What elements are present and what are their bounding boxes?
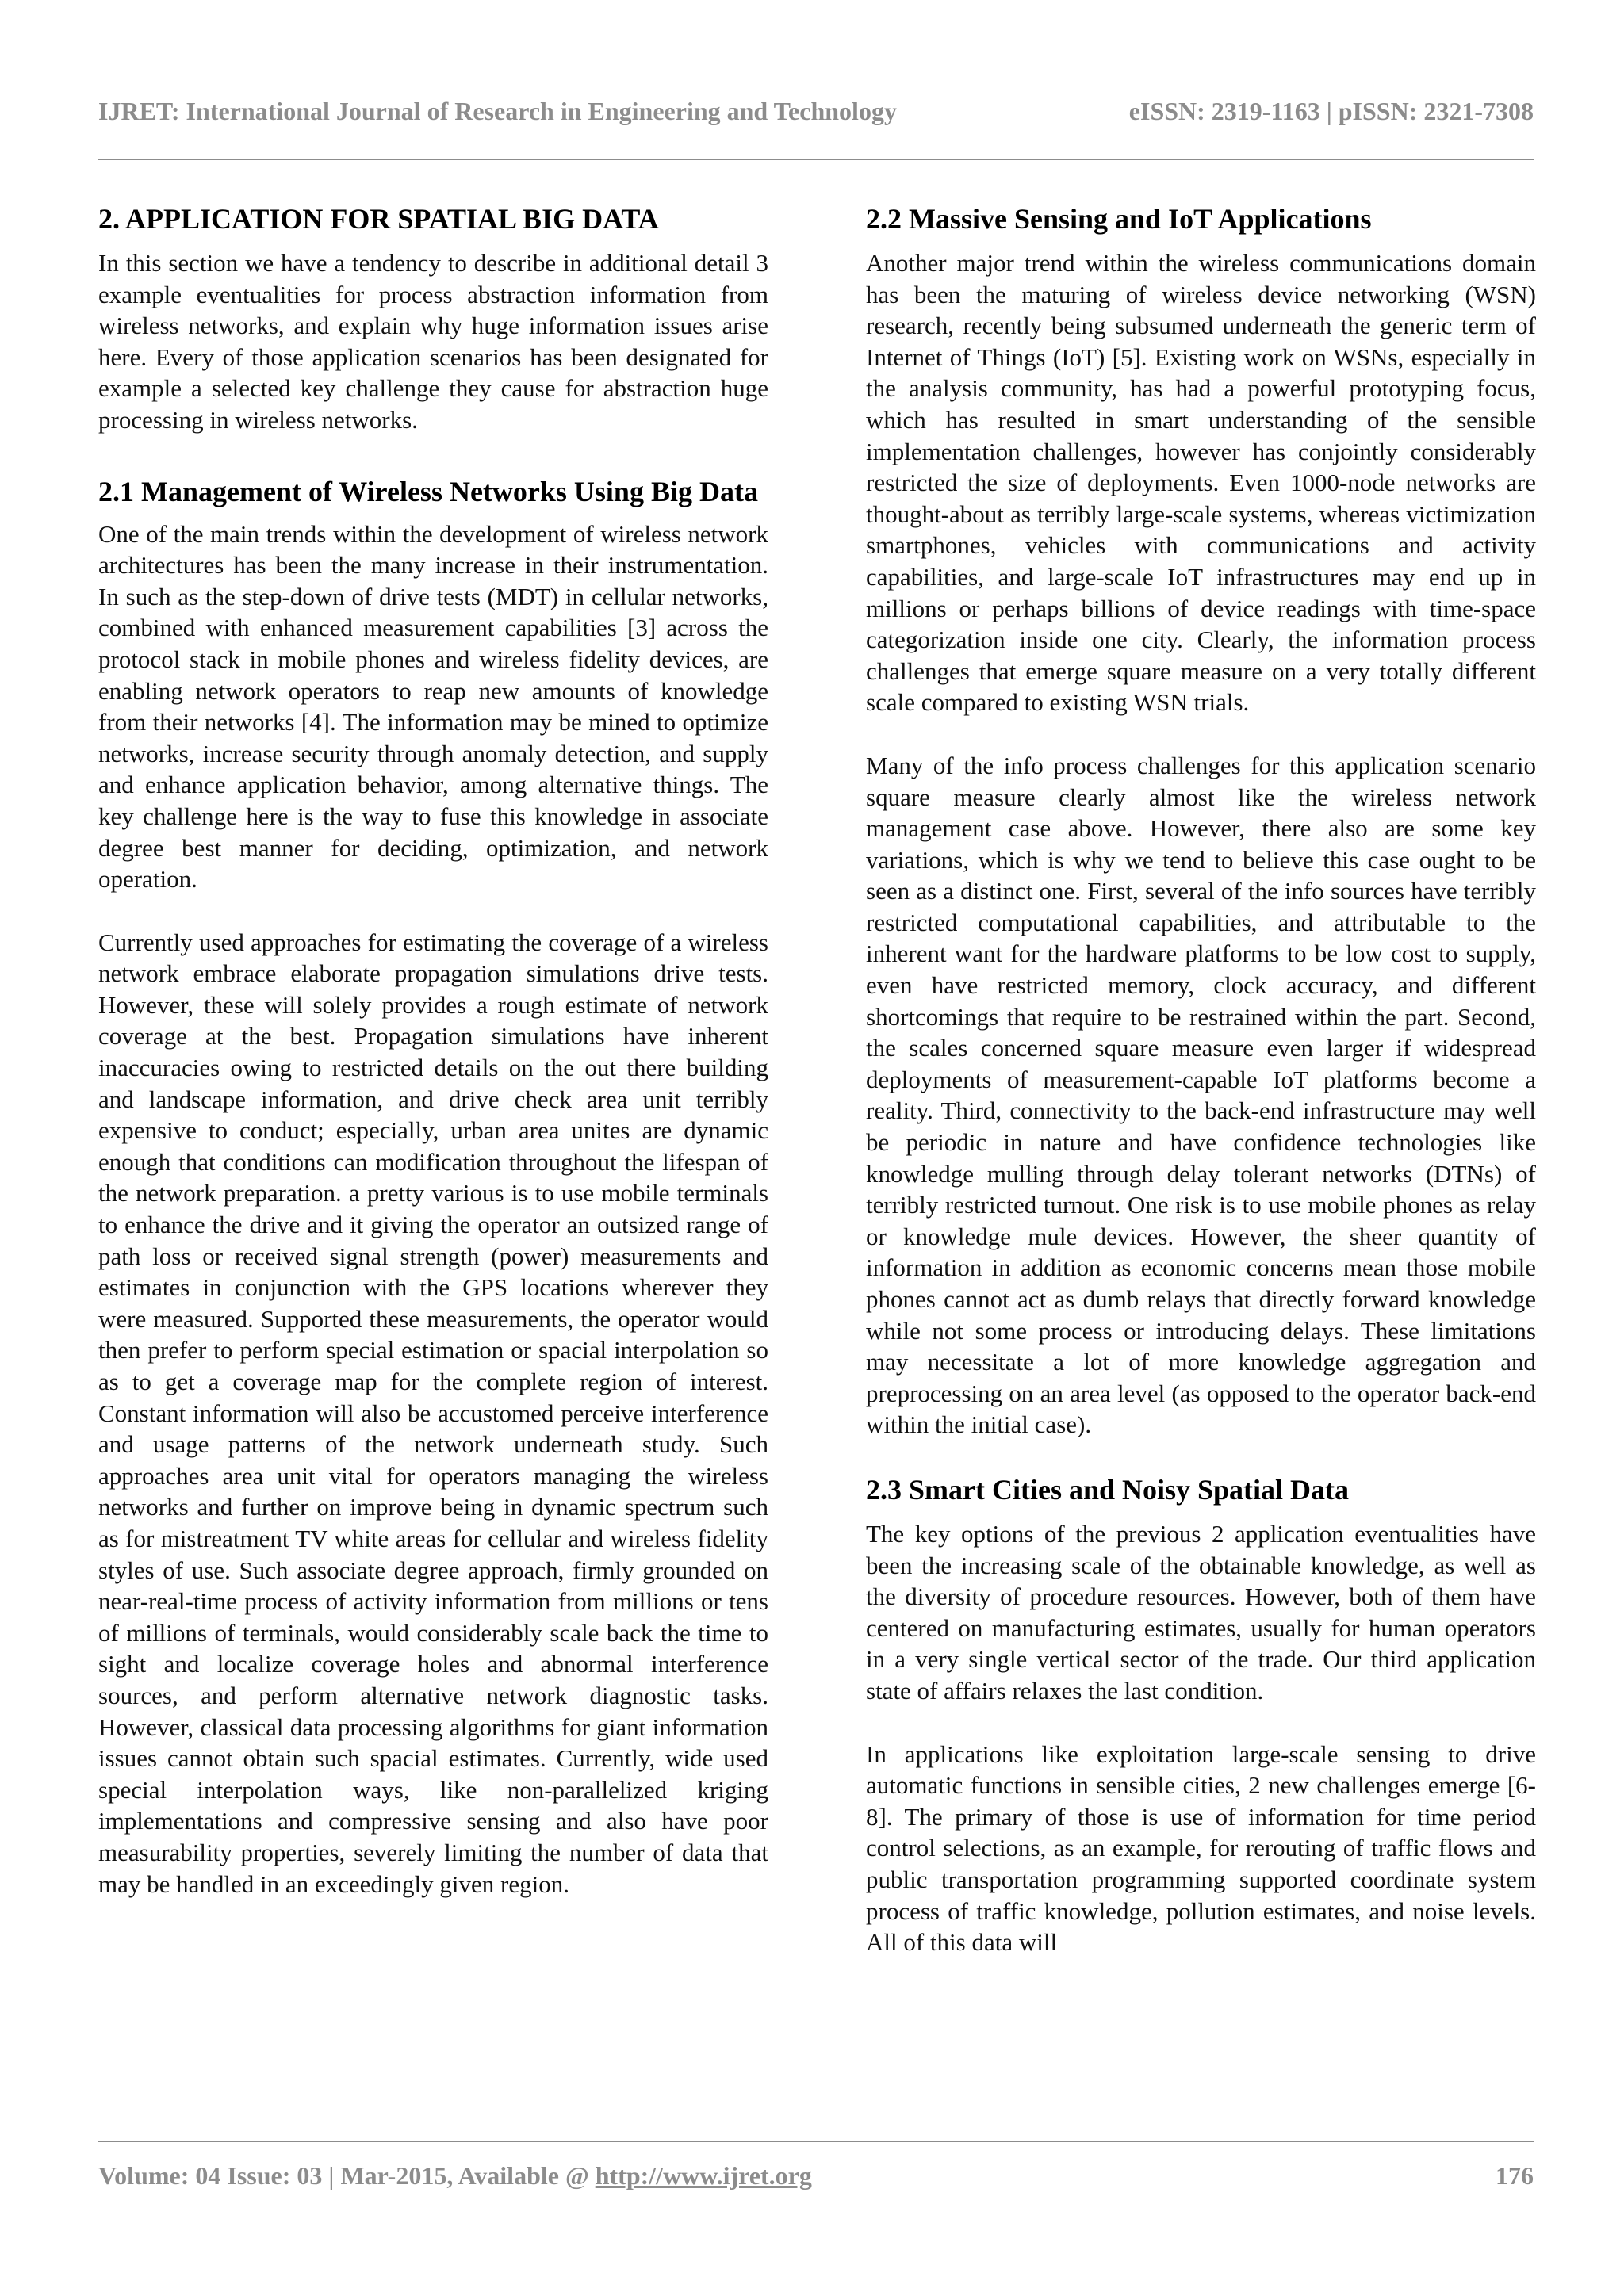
header-divider [98, 159, 1534, 160]
footer-divider [98, 2141, 1534, 2142]
volume-text: Volume: 04 Issue: 03 | Mar-2015, Available @ [98, 2161, 596, 2190]
running-header [98, 97, 1534, 132]
right-column [866, 200, 1536, 1987]
paragraph-2-1-a: One of the main trends within the development of wireless network architectures has been the many increase in their instrumentation. In such as the step-down of drive tests (MDT) in cellular networks, combined with enhanced measurement capabilities [3] across the protocol stack in mobile phones and wireless fidelity devices, are enabling network operators to reap new amounts of knowledge from their networks [4]. The information may be mined to optimize networks, increase security through anomaly detection, and supply and enhance application behavior, among alternative things. The key challenge here is the way to fuse this knowledge in associate degree best manner for deciding, optimization, and network operation. [98, 519, 768, 894]
journal-link[interactable]: http://www.ijret.org [595, 2161, 812, 2190]
paragraph-2-2-a: Another major trend within the wireless communications domain has been the maturing of wireless device networking (WSN) research, recently being subsumed underneath the generic term of Internet of Things (IoT) [5]. Existing work on WSNs, especially in the analysis community, has had a powerful prototyping focus, which has resulted in smart understanding of the sensible implementation challenges, however has conjointly considerably restricted the size of deployments. Even 1000-node networks are thought-about as terribly large-scale systems, whereas victimization smartphones, vehicles with communications and activity capabilities, and large-scale IoT infrastructures may end up in millions or perhaps billions of device readings with time-space categorization inside one city. Clearly, the information process challenges that emerge square measure on a very totally different scale compared to existing WSN trials. [866, 249, 1536, 717]
subsection-heading-2-3: 2.3 Smart Cities and Noisy Spatial Data [866, 1473, 1350, 1506]
section-heading: 2. APPLICATION FOR SPATIAL BIG DATA [98, 203, 659, 235]
running-footer [98, 2161, 1534, 2196]
issn-line: eISSN: 2319-1163 | pISSN: 2321-7308 [1128, 97, 1534, 125]
paragraph-2-1-b: Currently used approaches for estimating the coverage of a wireless network embrace elaborate propagation simulations drive tests. However, these will solely provides a rough estimate of network coverage at the best. Propagation simulations have inherent inaccuracies owing to restricted details on the out there building and landscape information, and drive check area unit terribly expensive to conduct; especially, urban area unites are dynamic enough that conditions can modification throughout the lifespan of the network preparation. a pretty various is to use mobile terminals to enhance the drive and it giving the operator an outsized range of path loss or received signal strength (power) measurements and estimates in conjunction with the GPS locations wherever they were measured. Supported these measurements, the operator would then prefer to perform special estimation or spacial interpolation so as to get a coverage map for the complete region of interest. Constant information will also be accustomed perceive interference and usage patterns of the network underneath study. Such approaches area unit vital for operators managing the wireless networks and further on improve being in dynamic spectrum such as for mistreatment TV white areas for cellular and wireless fidelity styles of use. Such associate degree approach, firmly grounded on near-real-time process of activity information from millions or tens of millions of terminals, would considerably scale back the time to sight and localize coverage holes and abnormal interference sources, and perform alternative network diagnostic tasks. However, classical data processing algorithms for giant information issues cannot obtain such spacial estimates. Currently, wide used special interpolation ways, like non-parallelized kriging implementations and compressive sensing and also have poor measurability properties, severely limiting the number of data that may be handled in an exceedingly given region. [98, 928, 768, 1898]
page-number: 176 [1496, 2161, 1534, 2190]
volume-info [98, 2161, 812, 2191]
intro-paragraph: In this section we have a tendency to describe in additional detail 3 example eventualities for process abstraction information from wireless networks, and explain why huge information issues arise here. Every of those application scenarios has been designated for example a selected key challenge they cause for abstraction huge processing in wireless networks. [98, 249, 768, 434]
left-column [98, 200, 768, 1928]
subsection-heading-2-1: 2.1 Management of Wireless Networks Using Big Data [98, 475, 758, 507]
paragraph-2-3-b: In applications like exploitation large-scale sensing to drive automatic functions in sensible cities, 2 new challenges emerge [6-8]. The primary of those is use of information for time period control selections, as an example, for rerouting of traffic flows and public transportation programming supported coordinate system process of traffic knowledge, pollution estimates, and noise levels. All of this data will [866, 1739, 1536, 1957]
journal-title: IJRET: International Journal of Research in Engineering and Technology [98, 97, 897, 125]
paragraph-2-3-a: The key options of the previous 2 application eventualities have been the increasing scale of the obtainable knowledge, as well as the diversity of procedure resources. However, both of them have centered on manufacturing estimates, usually for human operators in a very single vertical sector of the trade. Our third application state of affairs relaxes the last condition. [866, 1519, 1536, 1705]
subsection-heading-2-2: 2.2 Massive Sensing and IoT Applications [866, 203, 1372, 235]
paragraph-2-2-b: Many of the info process challenges for this application scenario square measure clearly almost like the wireless network management case above. However, there also are some key variations, which is why we tend to believe this case ought to be seen as a distinct one. First, several of the info sources have terribly restricted computational capabilities, and attributable to the inherent want for the hardware platforms to be low cost to supply, even have restricted memory, clock accuracy, and different shortcomings that require to be restrained within the part. Second, the scales concerned square measure even larger if widespread deployments of measurement-capable IoT platforms become a reality. Third, connectivity to the back-end infrastructure may well be periodic in nature and have confidence technologies like knowledge mulling through delay tolerant networks (DTNs) of terribly restricted turnout. One risk is to use mobile phones as relay or knowledge mule devices. However, the sheer quantity of information in addition as economic concerns mean those mobile phones cannot act as dumb relays that directly forward knowledge while not some process or introducing delays. These limitations may necessitate a lot of more knowledge aggregation and preprocessing on an area level (as opposed to the operator back-end within the initial case). [866, 751, 1536, 1439]
